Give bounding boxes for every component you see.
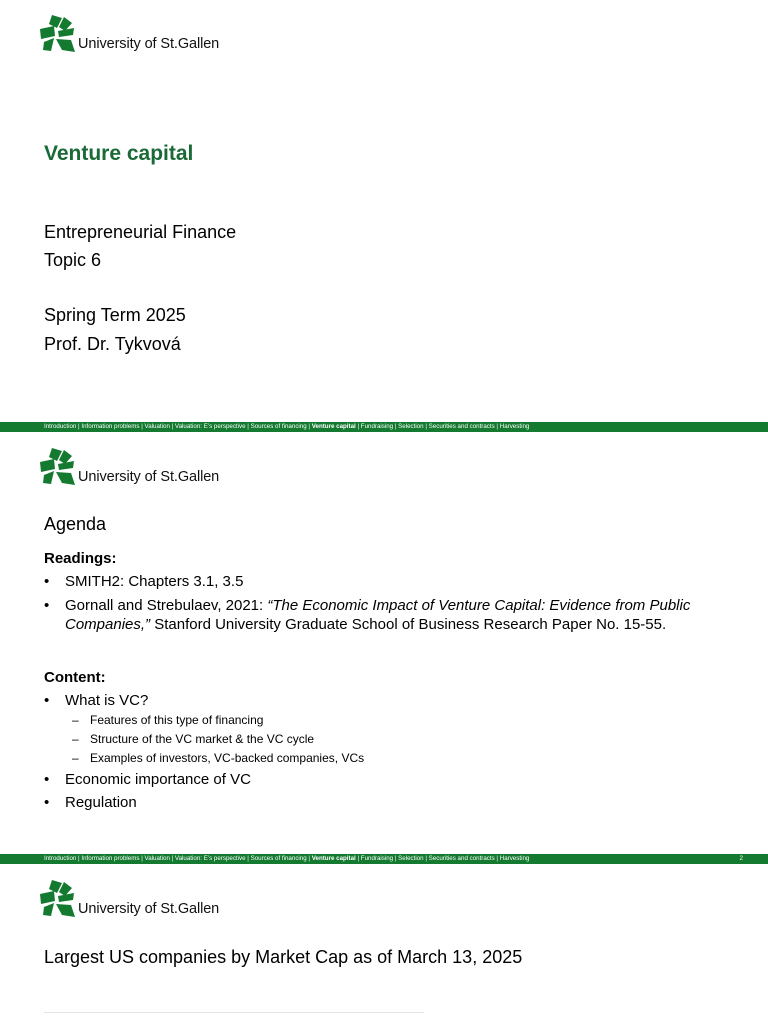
nav-before: Introduction | Information problems | Valuation | Valuation: E’s perspective | Sources of financing | [44,423,312,430]
slide-1-footer-nav [0,422,768,432]
hsg-leaf-icon [40,15,76,53]
slide-title: Venture capital [44,142,194,165]
university-name: University of St.Gallen [78,901,220,917]
slide-1 [0,0,768,422]
bullet-icon: • [44,692,50,709]
bullet-icon: • [44,794,50,811]
page-number: 2 [739,855,743,862]
slide-2: University of St.Gallen Agenda Readings: • SMITH2: Chapters 3.1, 3.5 • Gornall and Strebulaev, 2021: “The Economic Impact of Venture Capital: Evidence from Public Companies,” Stanford University Graduate School of Business Research Paper No. 15-55. Content: • What is VC? – Features of this type of financing – Structure of the VC market & the VC cycle – Examples of investors, VC-backed companies, VCs • Economic importance of VC • Regulation [0,432,768,854]
content-heading: Content: [44,669,106,686]
university-logo [40,880,219,918]
university-name: University of St.Gallen [78,36,220,52]
hsg-leaf-icon [40,448,76,486]
paper-title: “The Economic Impact of Venture Capital: Evidence from Public Companies,” [65,597,691,633]
university-logo [40,15,219,53]
dash-icon: – [72,732,79,746]
university-name: University of St.Gallen [78,469,220,485]
slide-2-footer-nav [0,854,768,864]
nav-after: | Fundraising | Selection | Securities and contracts | Harvesting [355,855,530,862]
professor: Prof. Dr. Tykvová [44,334,181,354]
nav-current: Venture capital [311,855,356,862]
readings-heading: Readings: [44,550,117,567]
course-name: Entrepreneurial Finance [44,222,237,242]
slide-title: Largest US companies by Market Cap as of March 13, 2025 [44,947,523,967]
term: Spring Term 2025 [44,305,186,325]
slide-title: Agenda [44,514,107,534]
dash-icon: – [72,751,79,765]
nav-current: Venture capital [311,423,356,430]
dash-icon: – [72,713,79,727]
hsg-leaf-icon [40,880,76,918]
slide-3 [0,864,768,1024]
nav-after: | Fundraising | Selection | Securities and contracts | Harvesting [355,423,530,430]
topic-number: Topic 6 [44,250,102,270]
bullet-icon: • [44,573,50,590]
university-logo [40,448,219,486]
bullet-icon: • [44,597,50,614]
bullet-icon: • [44,771,50,788]
nav-before: Introduction | Information problems | Valuation | Valuation: E’s perspective | Sources of financing | [44,855,312,862]
table-top-edge [44,1012,424,1013]
